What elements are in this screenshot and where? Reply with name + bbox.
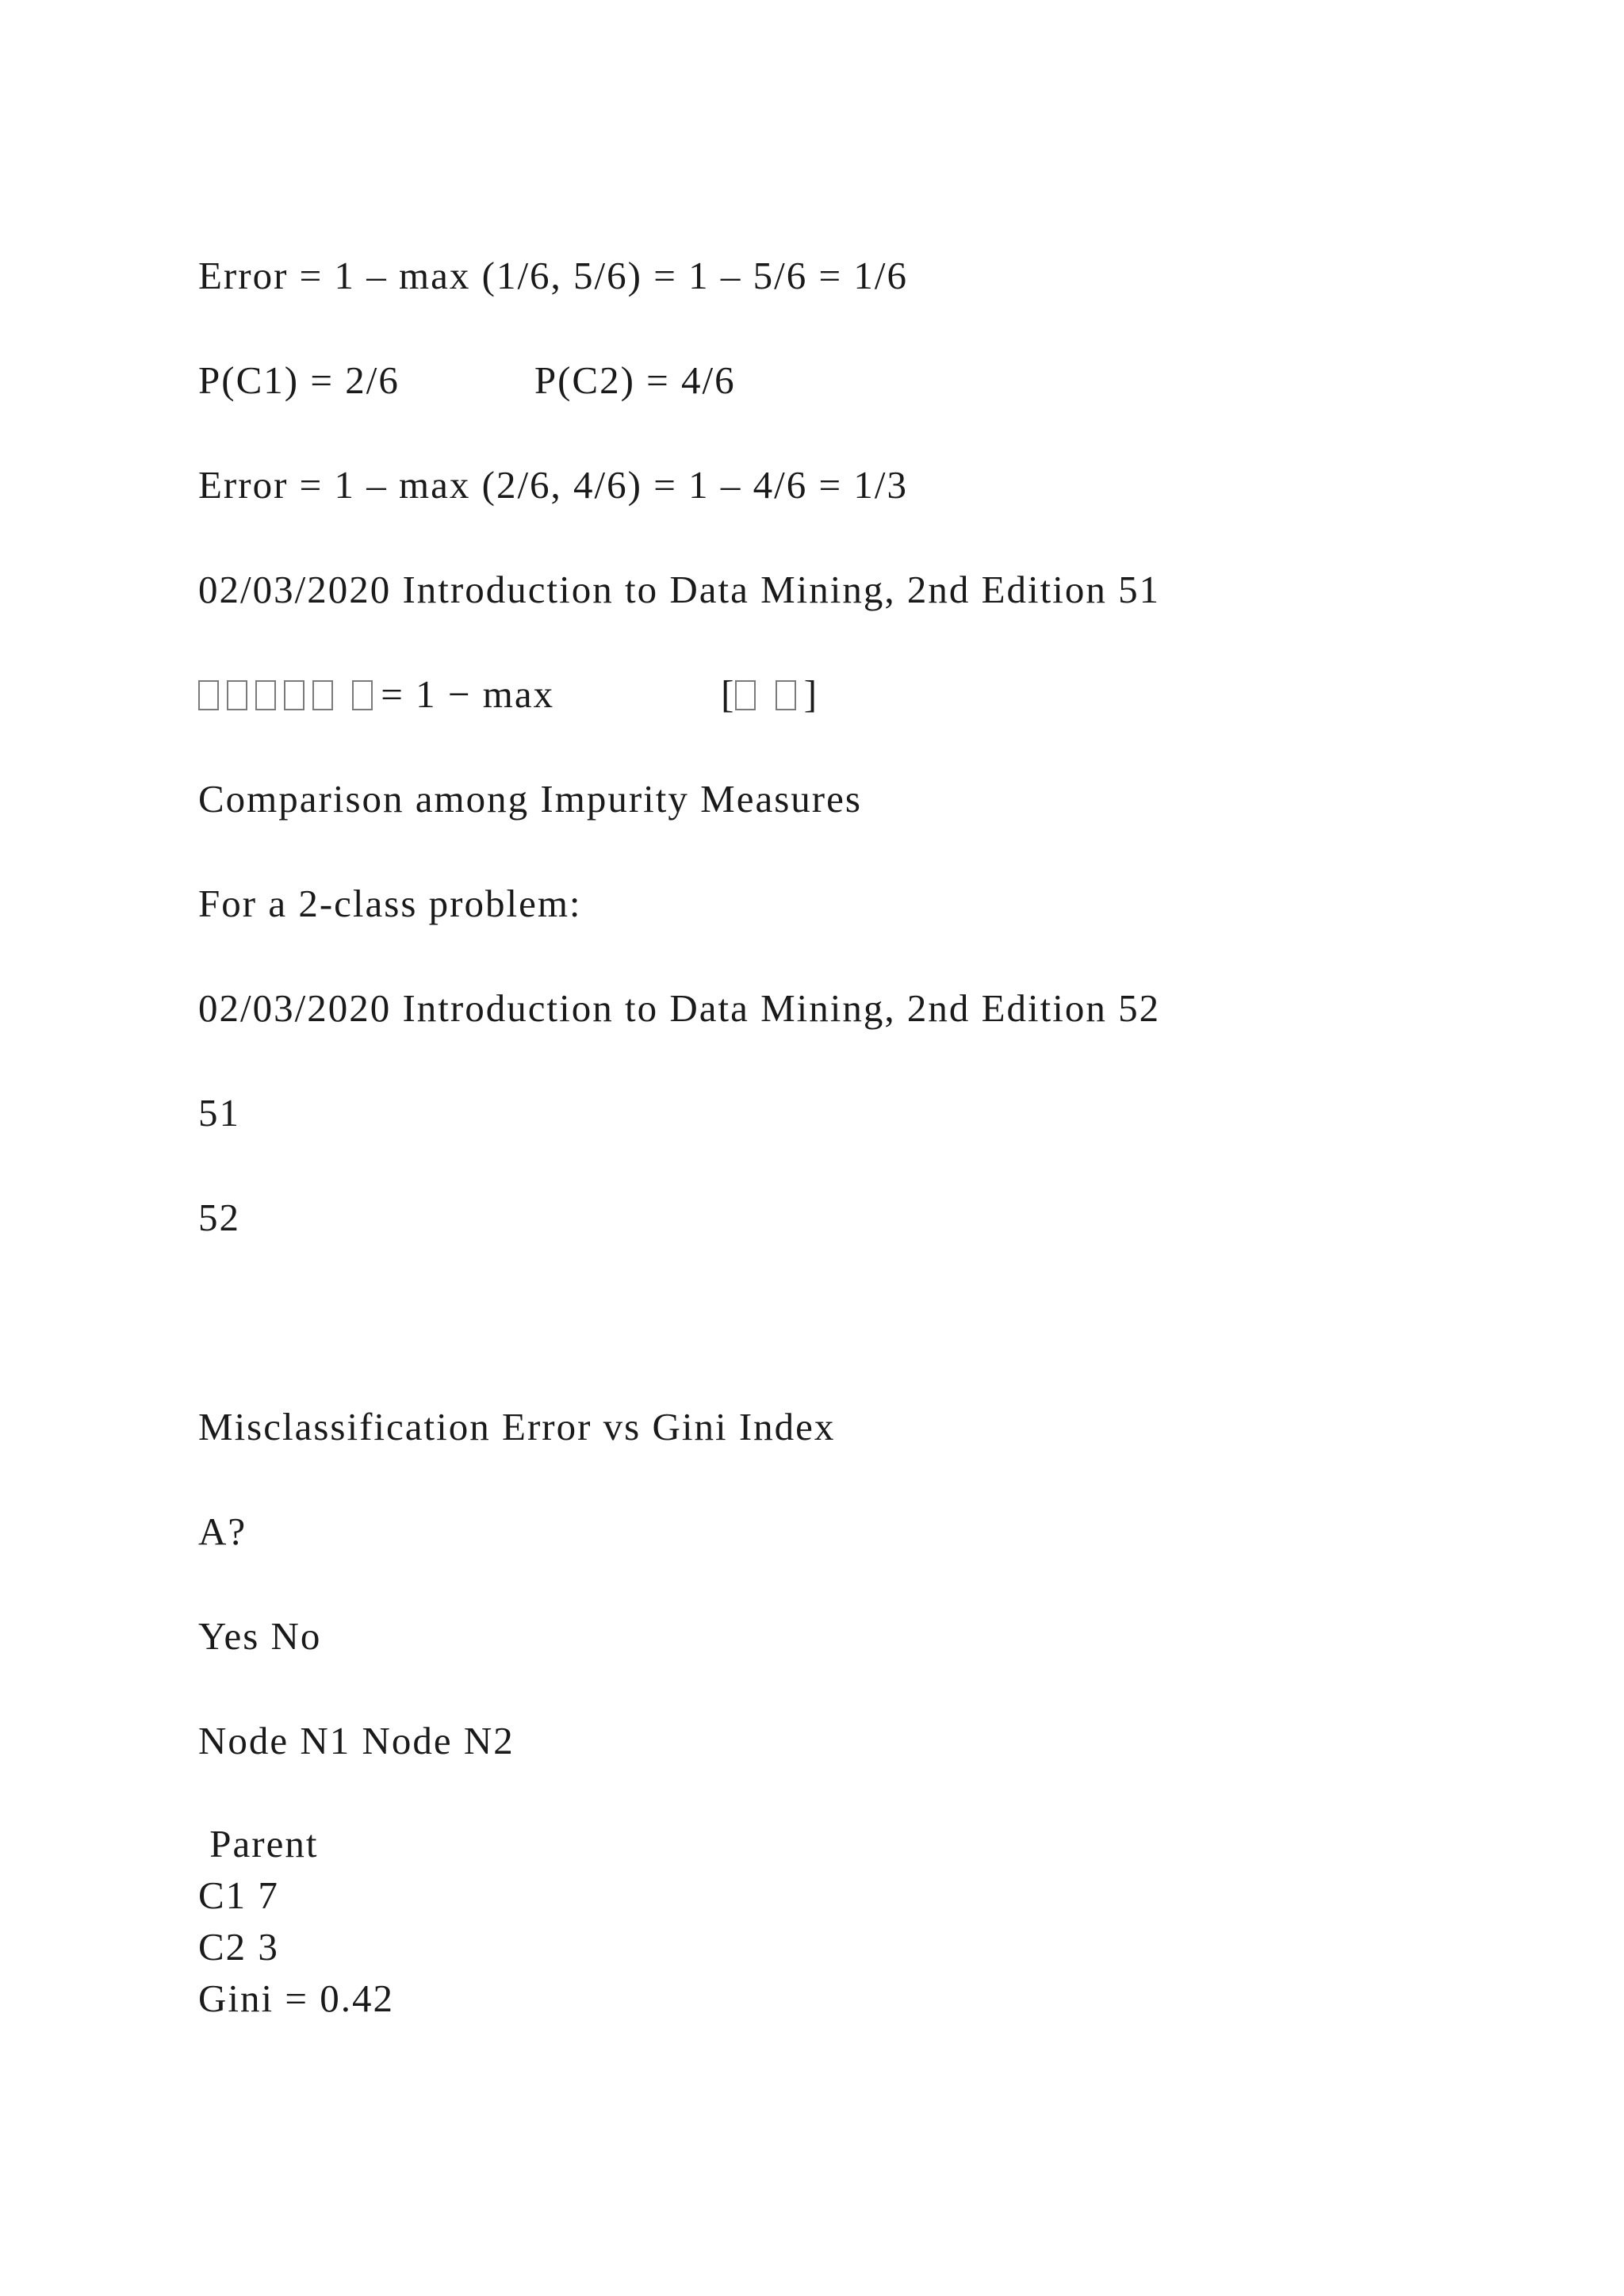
error-formula-line: [198, 671, 818, 718]
parent-title: Parent: [198, 1822, 319, 1866]
formula-close-bracket: ]: [803, 672, 819, 716]
slide-footer-51: 02/03/2020 Introduction to Data Mining, 2nd Edition 51: [198, 568, 1161, 611]
missing-glyph-icon: [198, 680, 219, 710]
missing-glyph-icon: [776, 680, 796, 710]
heading-impurity-comparison: Comparison among Impurity Measures: [198, 777, 862, 821]
parent-table: [198, 1818, 394, 2024]
parent-row-c2: C2 3: [198, 1925, 279, 1969]
slide-number-52: 52: [198, 1196, 240, 1239]
formula-max-text: = 1 − max: [381, 672, 555, 716]
error-calc-line-2: Error = 1 – max (2/6, 4/6) = 1 – 4/6 = 1/3: [198, 463, 908, 507]
formula-open-bracket: [: [721, 672, 736, 716]
missing-glyph-icon: [352, 680, 373, 710]
heading-misclassification-vs-gini: Misclassification Error vs Gini Index: [198, 1405, 836, 1448]
missing-glyph-icon: [735, 680, 756, 710]
split-question: A?: [198, 1510, 247, 1553]
error-calc-line-1: Error = 1 – max (1/6, 5/6) = 1 – 5/6 = 1/6: [198, 254, 908, 297]
missing-glyph-icon: [255, 680, 276, 710]
parent-gini: Gini = 0.42: [198, 1976, 394, 2020]
missing-glyph-icon: [227, 680, 247, 710]
slide-number-51: 51: [198, 1091, 240, 1135]
probability-line: [198, 357, 736, 404]
yes-no-labels: Yes No: [198, 1614, 322, 1658]
p-c1: P(C1) = 2/6: [198, 358, 400, 402]
two-class-text: For a 2-class problem:: [198, 882, 582, 925]
p-c2: P(C2) = 4/6: [534, 358, 736, 402]
node-labels: Node N1 Node N2: [198, 1719, 515, 1762]
missing-glyph-icon: [312, 680, 333, 710]
missing-glyph-icon: [284, 680, 304, 710]
slide-footer-52: 02/03/2020 Introduction to Data Mining, 2nd Edition 52: [198, 986, 1161, 1030]
parent-row-c1: C1 7: [198, 1873, 279, 1917]
